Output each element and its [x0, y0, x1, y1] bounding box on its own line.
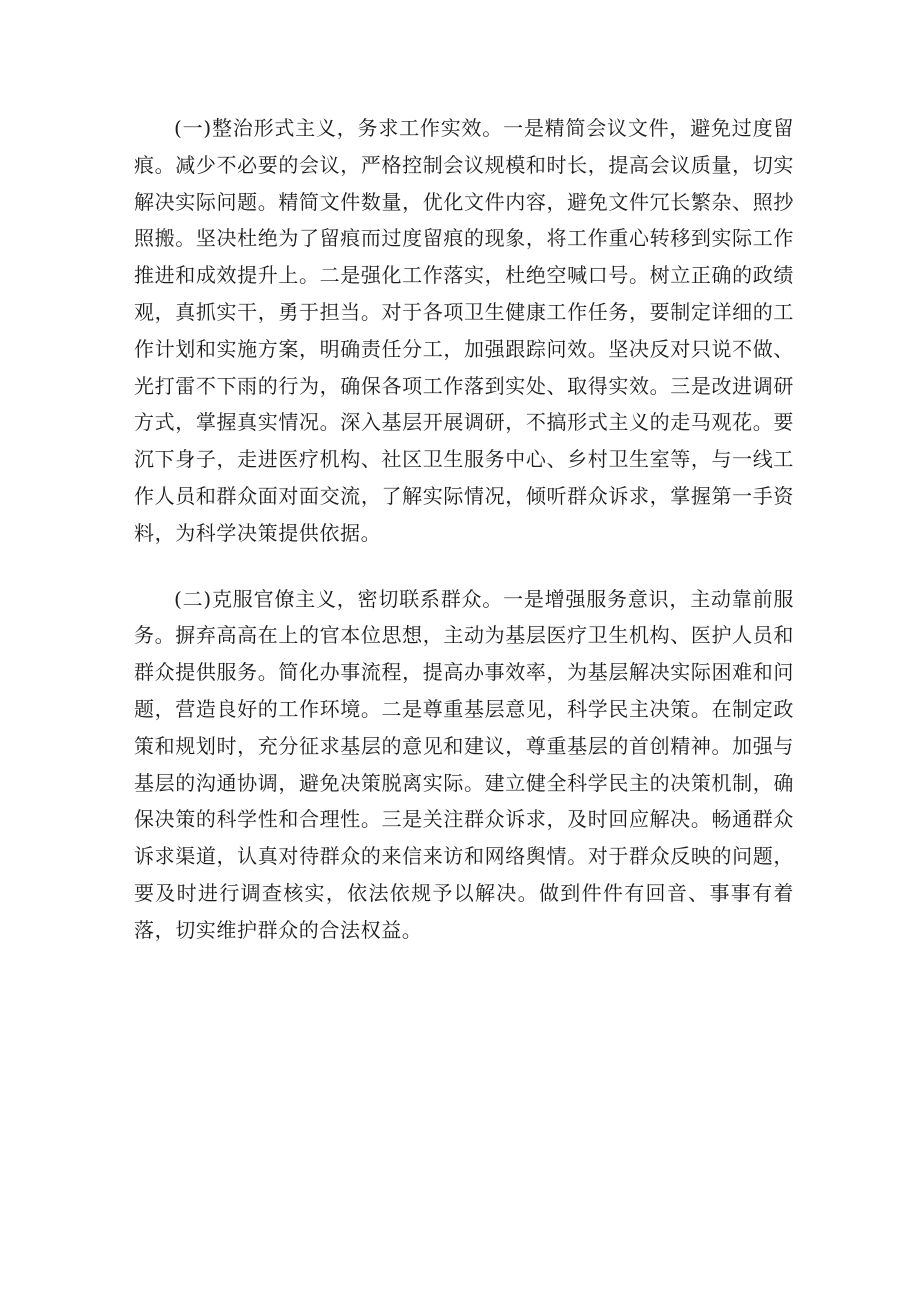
paragraph-formalism: (一)整治形式主义，务求工作实效。一是精简会议文件，避免过度留痕。减少不必要的会议，严格控制会议规模和时长，提高会议质量，切实解决实际问题。精简文件数量，优化文件内容，避免文件冗长繁杂、照抄照搬。坚决杜绝为了留痕而过度留痕的现象，将工作重心转移到实际工作推进和成效提升上。二是强化工作落实，杜绝空喊口号。树立正确的政绩观，真抓实干，勇于担当。对于各项卫生健康工作任务，要制定详细的工作计划和实施方案，明确责任分工，加强跟踪问效。坚决反对只说不做、光打雷不下雨的行为，确保各项工作落到实处、取得实效。三是改进调研方式，掌握真实情况。深入基层开展调研，不搞形式主义的走马观花。要沉下身子，走进医疗机构、社区卫生服务中心、乡村卫生室等，与一线工作人员和群众面对面交流，了解实际情况，倾听群众诉求，掌握第一手资料，为科学决策提供依据。: [134, 116, 794, 545]
paragraph-bureaucratism: (二)克服官僚主义，密切联系群众。一是增强服务意识，主动靠前服务。摒弃高高在上的官本位思想，主动为基层医疗卫生机构、医护人员和群众提供服务。简化办事流程，提高办事效率，为基层解决实际困难和问题，营造良好的工作环境。二是尊重基层意见，科学民主决策。在制定政策和规划时，充分征求基层的意见和建议，尊重基层的首创精神。加强与基层的沟通协调，避免决策脱离实际。建立健全科学民主的决策机制，确保决策的科学性和合理性。三是关注群众诉求，及时回应解决。畅通群众诉求渠道，认真对待群众的来信来访和网络舆情。对于群众反映的问题，要及时进行调查核实，依法依规予以解决。做到件件有回音、事事有着落，切实维护群众的合法权益。: [134, 586, 794, 942]
document-body: [134, 110, 794, 949]
